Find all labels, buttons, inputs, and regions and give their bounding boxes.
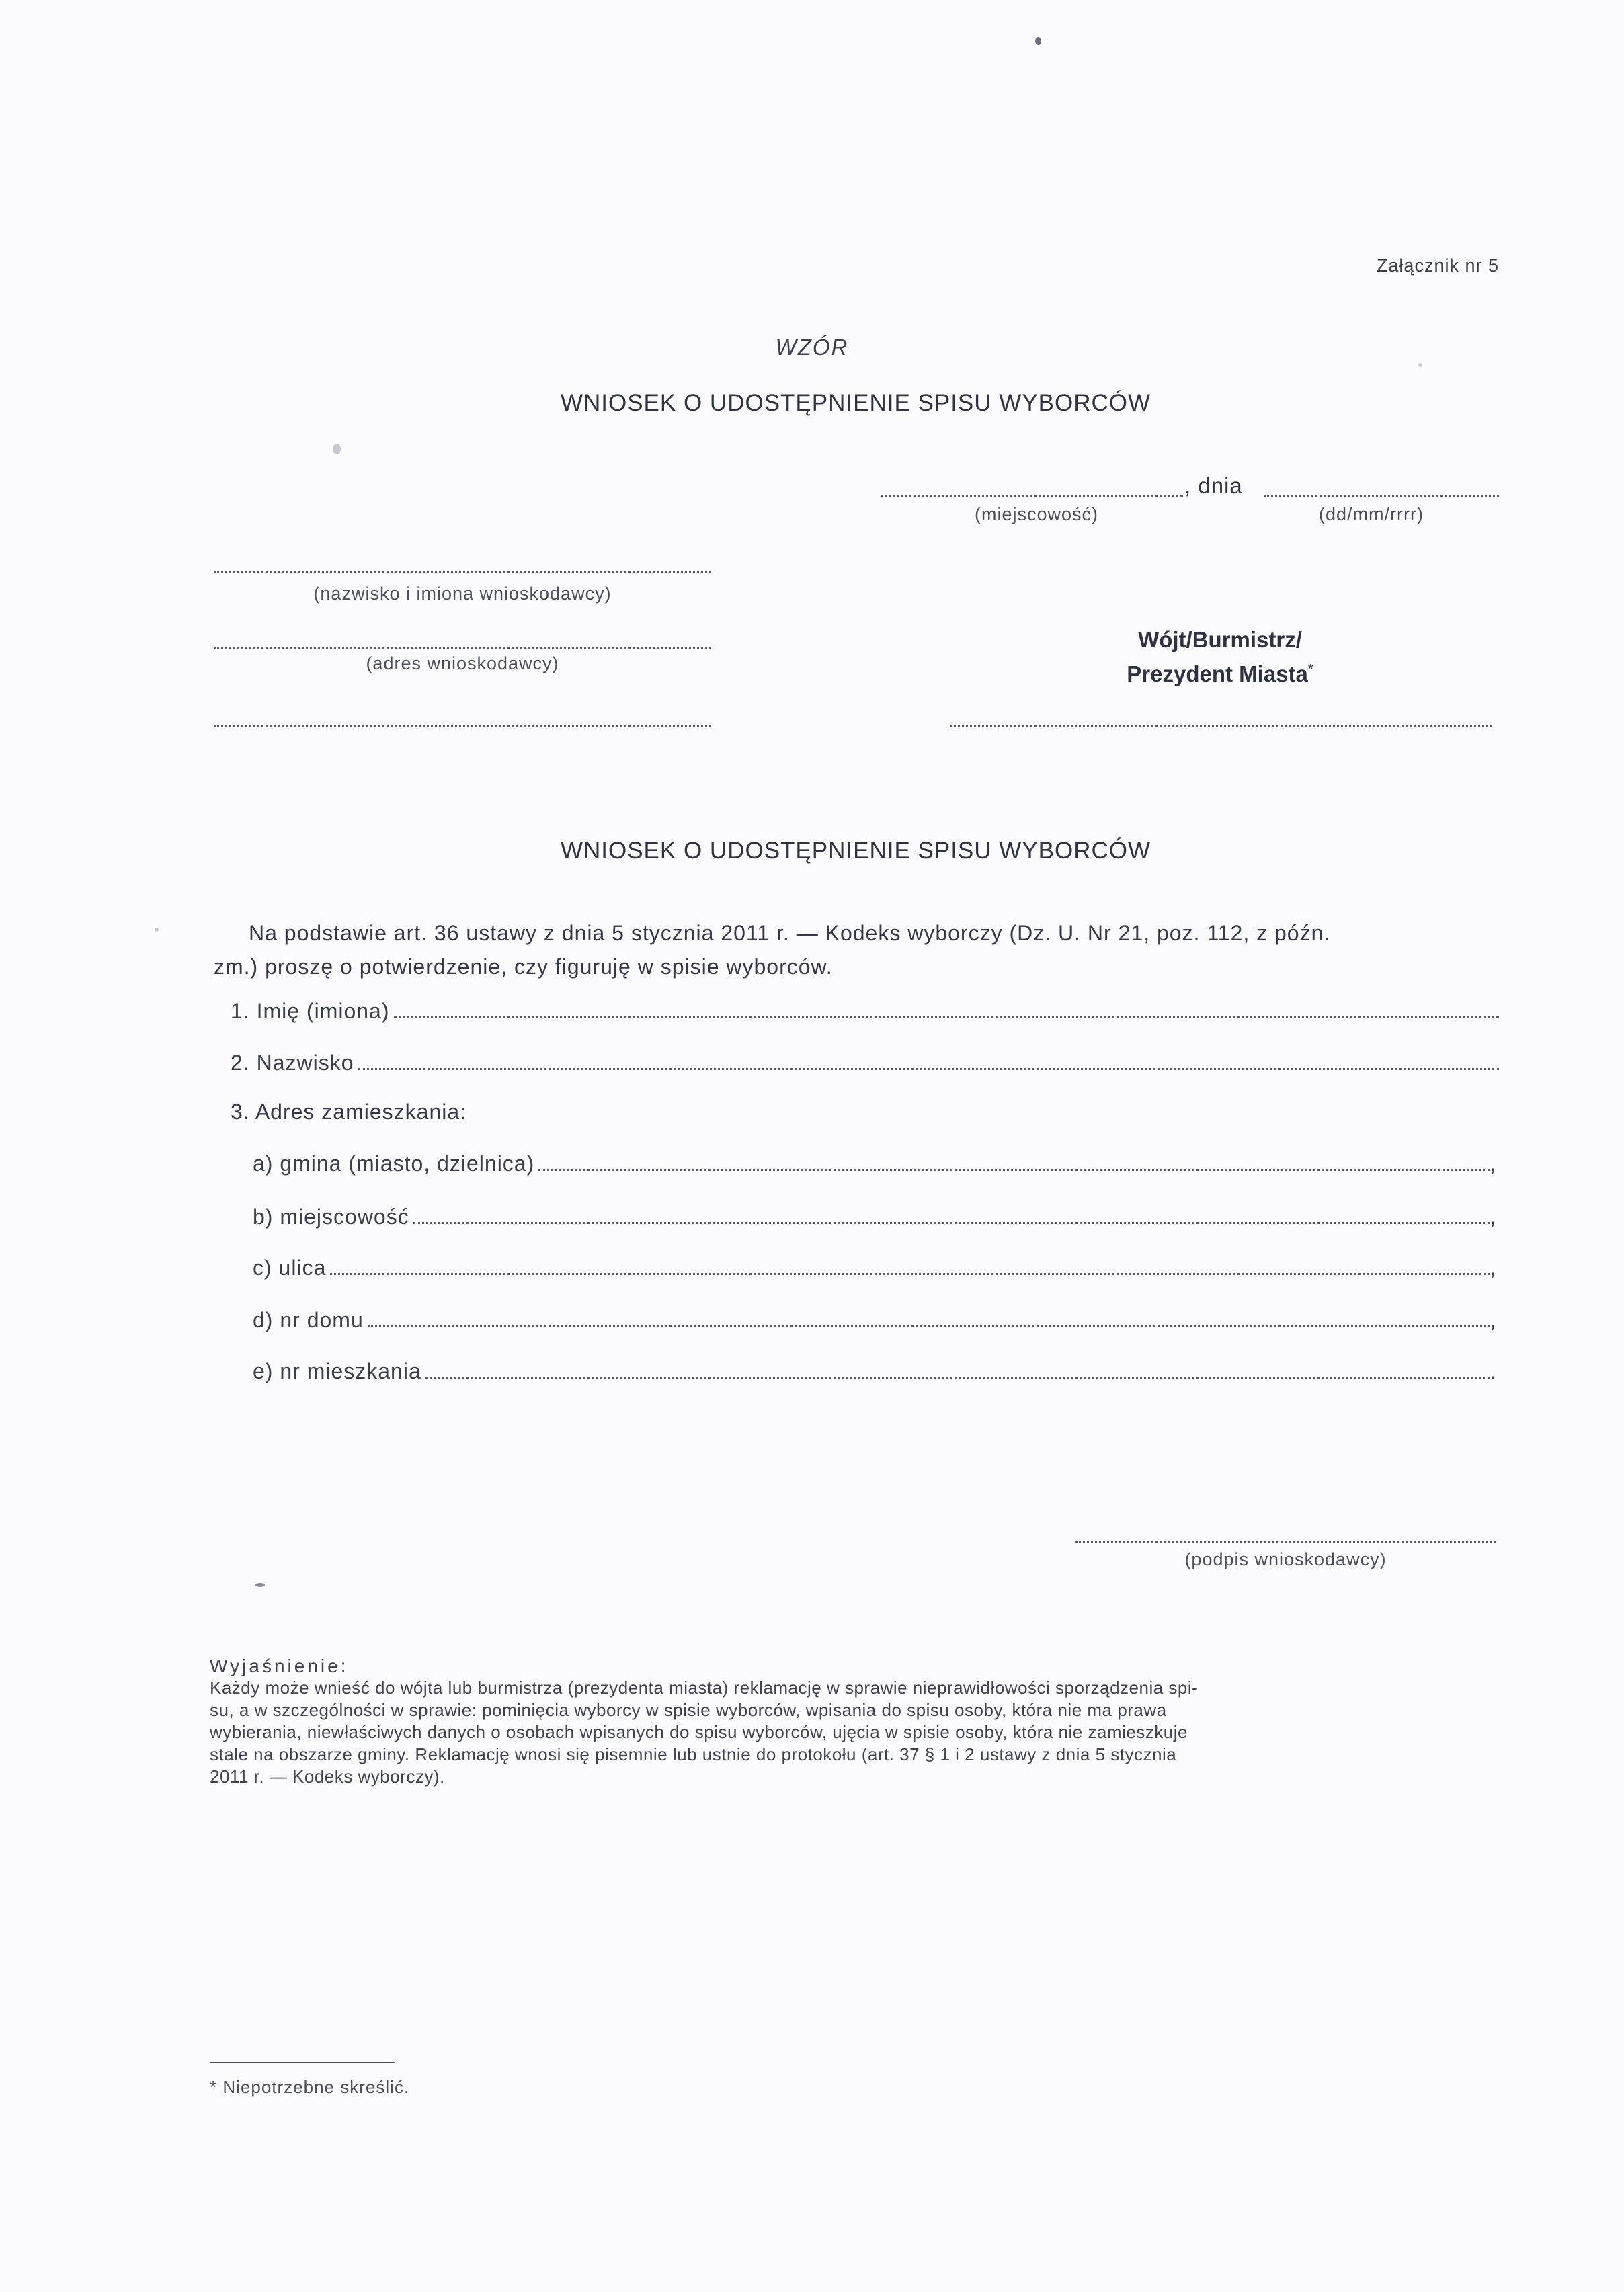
ulica-label: c) ulica (253, 1256, 327, 1280)
gmina-row[interactable] (253, 1151, 1496, 1176)
miejscowosc-row[interactable] (253, 1204, 1496, 1229)
first-name-row[interactable] (231, 999, 1499, 1024)
applicant-name-caption: (nazwisko i imiona wnioskodawcy) (313, 583, 612, 604)
address-header: 3. Adres zamieszkania: (231, 1100, 467, 1124)
miejscowosc-label: b) miejscowość (253, 1204, 409, 1229)
scan-speck (1035, 37, 1041, 45)
applicant-name-field[interactable] (214, 571, 711, 573)
recipient-line-2 (1075, 655, 1365, 689)
signature-field[interactable] (1075, 1541, 1496, 1543)
ulica-row[interactable] (253, 1256, 1496, 1280)
scan-speck (255, 1583, 265, 1587)
footnote-divider (210, 2062, 395, 2063)
recipient-name-field[interactable] (950, 725, 1492, 727)
intro-paragraph-line-1: Na podstawie art. 36 ustawy z dnia 5 stycznia 2011 r. — Kodeks wyborczy (Dz. U. Nr 21, poz. 112, z późn. (249, 921, 1331, 945)
applicant-address-field-2[interactable] (214, 725, 711, 727)
footnote-mark: * (1307, 662, 1313, 677)
scan-speck (333, 444, 341, 454)
date-field[interactable] (1264, 495, 1499, 497)
applicant-address-caption: (adres wnioskodawcy) (366, 653, 559, 673)
explanation-block (210, 1655, 1500, 1788)
ulica-input[interactable] (330, 1273, 1490, 1275)
page-title-top: WNIOSEK O UDOSTĘPNIENIE SPISU WYBORCÓW (560, 390, 1151, 416)
nr-domu-comma: , (1490, 1308, 1496, 1332)
gmina-comma: , (1490, 1151, 1496, 1176)
gmina-label: a) gmina (miasto, dzielnica) (253, 1151, 535, 1176)
recipient-line-2-text: Prezydent Miasta (1127, 661, 1308, 686)
first-name-input[interactable] (394, 1016, 1500, 1018)
intro-paragraph-line-2: zm.) proszę o potwierdzenie, czy figuruję w spisie wyborców. (214, 954, 833, 979)
surname-row[interactable] (231, 1051, 1499, 1075)
applicant-address-field[interactable] (214, 647, 711, 649)
footnote-text: * Niepotrzebne skreślić. (210, 2077, 410, 2097)
nr-domu-input[interactable] (368, 1325, 1490, 1327)
nr-domu-row[interactable] (253, 1308, 1496, 1333)
page-title-main: WNIOSEK O UDOSTĘPNIENIE SPISU WYBORCÓW (560, 837, 1151, 864)
attachment-label: Załącznik nr 5 (1376, 255, 1499, 276)
nr-mieszkania-row[interactable] (253, 1359, 1496, 1384)
recipient-block (1075, 625, 1365, 689)
explanation-line-4: stale na obszarze gminy. Reklamację wnosi się pisemnie lub ustnie do protokołu (art. 37 § 1 i 2 ustawy z dnia 5 stycznia (210, 1744, 1177, 1764)
place-field[interactable] (881, 495, 1183, 497)
nr-mieszkania-label: e) nr mieszkania (253, 1359, 421, 1383)
scan-speck (155, 928, 159, 932)
miejscowosc-input[interactable] (413, 1222, 1490, 1224)
surname-label: 2. Nazwisko (231, 1051, 354, 1075)
signature-caption: (podpis wnioskodawcy) (1184, 1549, 1387, 1569)
nr-domu-label: d) nr domu (253, 1308, 364, 1332)
recipient-line-1: Wójt/Burmistrz/ (1138, 627, 1302, 652)
surname-input[interactable] (358, 1068, 1500, 1070)
scan-speck (1418, 363, 1422, 367)
explanation-line-5: 2011 r. — Kodeks wyborczy). (210, 1766, 445, 1787)
gmina-input[interactable] (538, 1169, 1490, 1171)
explanation-heading: Wyjaśnienie: (210, 1655, 349, 1676)
nr-mieszkania-input[interactable] (425, 1377, 1490, 1379)
ulica-comma: , (1490, 1256, 1496, 1280)
date-caption: (dd/mm/rrrr) (1319, 504, 1424, 524)
explanation-line-3: wybierania, niewłaściwych danych o osobach wpisanych do spisu wyborców, ujęcia w spisie osoby, która nie zamieszkuje (210, 1722, 1188, 1742)
explanation-line-1: Każdy może wnieść do wójta lub burmistrza (prezydenta miasta) reklamację w sprawie nieprawidłowości sporządzenia spi- (210, 1678, 1199, 1698)
explanation-line-2: su, a w szczególności w sprawie: pominięcia wyborcy w spisie wyborców, wpisania do spisu osoby, która nie ma prawa (210, 1700, 1167, 1720)
nr-mieszkania-period: . (1490, 1359, 1496, 1383)
first-name-label: 1. Imię (imiona) (231, 999, 390, 1023)
place-caption: (miejscowość) (975, 504, 1099, 524)
dnia-label: , dnia (1184, 473, 1243, 498)
miejscowosc-comma: , (1490, 1204, 1496, 1229)
wzor-label: WZÓR (775, 335, 849, 360)
